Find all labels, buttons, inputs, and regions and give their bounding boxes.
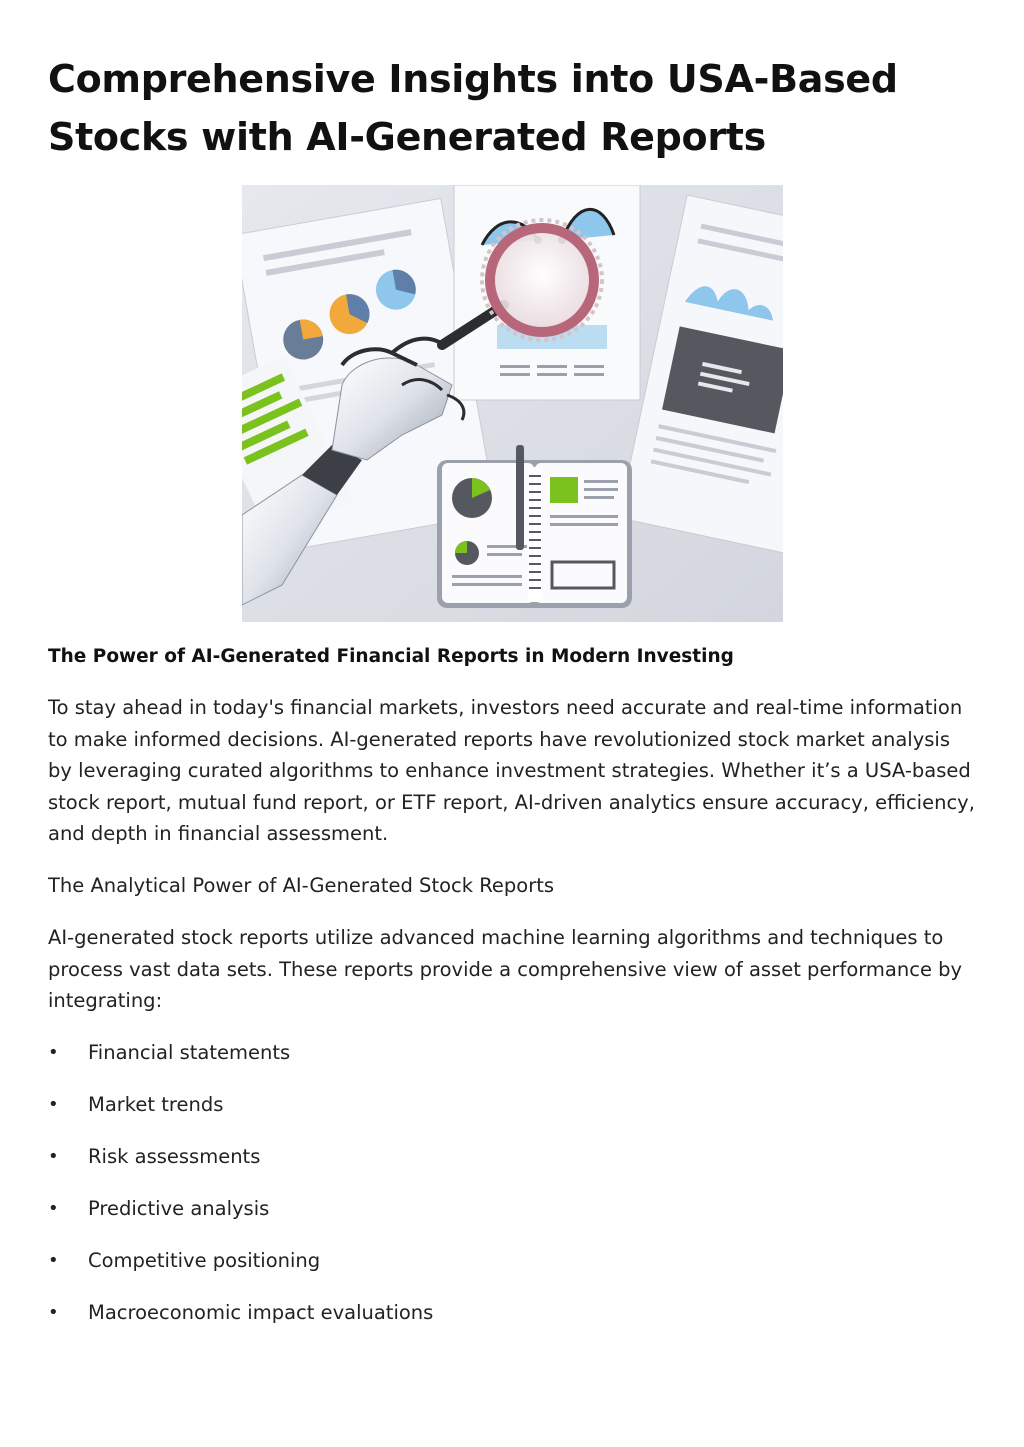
details-paragraph: AI-generated stock reports utilize advanced machine learning algorithms and techniques to process vast data sets. These reports provide a comprehensive view of asset performance by integrating: — [48, 926, 963, 1012]
hero-illustration — [242, 185, 783, 622]
list-item — [48, 1245, 433, 1297]
list-item-text: Predictive analysis — [88, 1197, 270, 1220]
list-item — [48, 1037, 433, 1089]
list-item — [48, 1141, 433, 1193]
bullet-icon: • — [48, 1094, 59, 1115]
section-heading: The Power of AI-Generated Financial Reports in Modern Investing — [48, 646, 734, 667]
robot-hand-magnifier-icon — [242, 185, 783, 622]
subheading-paragraph: The Analytical Power of AI-Generated Stock Reports — [48, 874, 555, 897]
intro-paragraph: To stay ahead in today's financial markets, investors need accurate and real-time information to make informed decisions. AI-generated reports have revolutionized stock market analysis by leveraging curated algorithms to enhance investment strategies. Whether it’s a USA-based stock report, mutual fund report, or ETF report, AI-driven analytics ensure accuracy, efficiency, and depth in financial assessment. — [48, 696, 975, 845]
list-item-text: Financial statements — [88, 1041, 291, 1064]
list-item-text: Competitive positioning — [88, 1249, 321, 1272]
list-item — [48, 1193, 433, 1245]
bullet-icon: • — [48, 1042, 59, 1063]
bullet-icon: • — [48, 1302, 59, 1323]
bullet-icon: • — [48, 1198, 59, 1219]
bullet-list — [48, 1037, 433, 1349]
page-title: Comprehensive Insights into USA-Based Stocks with AI-Generated Reports — [48, 57, 898, 159]
list-item-text: Market trends — [88, 1093, 224, 1116]
list-item — [48, 1297, 433, 1349]
bullet-icon: • — [48, 1250, 59, 1271]
list-item — [48, 1089, 433, 1141]
list-item-text: Macroeconomic impact evaluations — [88, 1301, 434, 1324]
bullet-icon: • — [48, 1146, 59, 1167]
list-item-text: Risk assessments — [88, 1145, 261, 1168]
